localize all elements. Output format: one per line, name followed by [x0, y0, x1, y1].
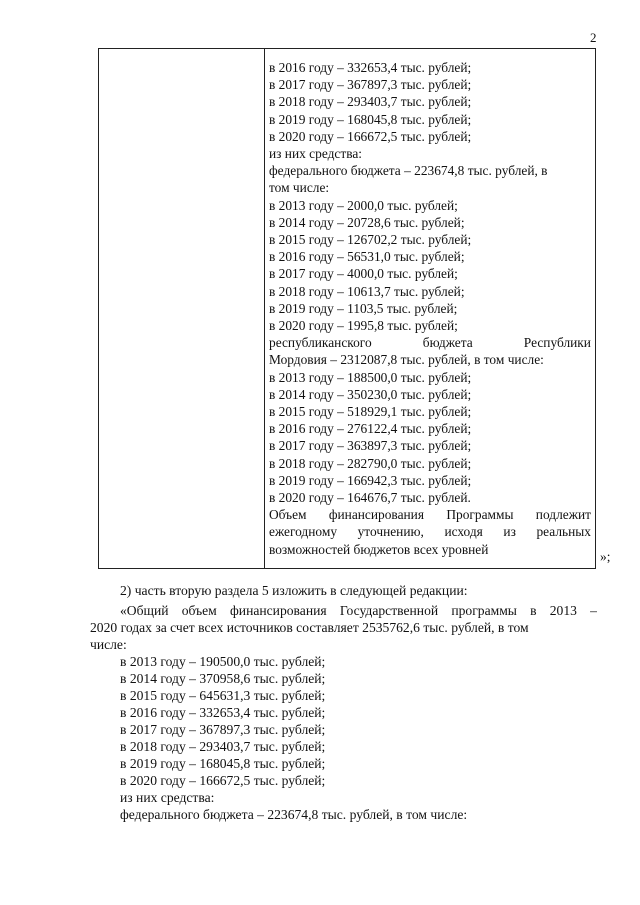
- quote-line-1: [90, 602, 597, 619]
- table-line: в 2014 году – 20728,6 тыс. рублей;: [269, 214, 465, 230]
- word: исходя: [444, 524, 483, 540]
- page-number: 2: [590, 30, 597, 45]
- year-line: в 2013 году – 190500,0 тыс. рублей;: [120, 654, 326, 669]
- year-line: в 2017 году – 367897,3 тыс. рублей;: [120, 722, 326, 737]
- word: –: [590, 603, 597, 618]
- word: 2013: [549, 603, 577, 618]
- quote-line-2: 2020 годах за счет всех источников составляет 2535762,6 тыс. рублей, в том: [90, 620, 529, 635]
- table-line: из них средства:: [269, 146, 363, 162]
- year-line: в 2016 году – 332653,4 тыс. рублей;: [120, 705, 326, 720]
- table-line: в 2016 году – 276122,4 тыс. рублей;: [269, 421, 472, 437]
- table-line: в 2017 году – 363897,3 тыс. рублей;: [269, 438, 472, 454]
- year-line: в 2020 году – 166672,5 тыс. рублей;: [120, 773, 326, 788]
- year-line: в 2019 году – 168045,8 тыс. рублей;: [120, 756, 326, 771]
- word: Государственной: [339, 603, 439, 618]
- year-line: в 2018 году – 293403,7 тыс. рублей;: [120, 739, 326, 754]
- funding-table: [98, 48, 596, 569]
- table-line: в 2013 году – 188500,0 тыс. рублей;: [269, 369, 472, 385]
- word: Объем: [269, 507, 307, 523]
- table-right-cell: [269, 59, 591, 558]
- federal-budget-line: федерального бюджета – 223674,8 тыс. рублей, в том числе:: [120, 807, 468, 822]
- table-line: в 2019 году – 166942,3 тыс. рублей;: [269, 472, 472, 488]
- table-line: в 2018 году – 282790,0 тыс. рублей;: [269, 455, 472, 471]
- word: подлежит: [535, 507, 591, 523]
- year-line: в 2014 году – 370958,6 тыс. рублей;: [120, 671, 326, 686]
- table-line: в 2014 году – 350230,0 тыс. рублей;: [269, 386, 472, 402]
- word: «Общий: [120, 603, 169, 618]
- word: уточнению,: [357, 524, 424, 540]
- table-line: в 2017 году – 367897,3 тыс. рублей;: [269, 77, 472, 93]
- word: бюджета: [422, 335, 473, 351]
- republic-budget-line: [269, 334, 591, 351]
- word: объем: [181, 603, 217, 618]
- word: республиканского: [269, 335, 372, 351]
- word: Программы: [446, 507, 514, 523]
- table-line: в 2020 году – 1995,8 тыс. рублей;: [269, 318, 458, 334]
- quote-paragraph: [90, 602, 597, 653]
- table-column-divider: [264, 49, 265, 568]
- word: финансирования: [328, 507, 425, 523]
- table-line: том числе:: [269, 180, 330, 196]
- word: в: [530, 603, 537, 618]
- table-line: Мордовия – 2312087,8 тыс. рублей, в том числе:: [269, 352, 544, 368]
- table-line: в 2015 году – 126702,2 тыс. рублей;: [269, 232, 472, 248]
- from-them-line: из них средства:: [120, 790, 215, 805]
- table-line: в 2019 году – 168045,8 тыс. рублей;: [269, 111, 472, 127]
- table-line: федерального бюджета – 223674,8 тыс. рублей, в: [269, 163, 548, 179]
- item-2-paragraph: 2) часть вторую раздела 5 изложить в следующей редакции:: [120, 583, 468, 598]
- table-line: в 2013 году – 2000,0 тыс. рублей;: [269, 197, 458, 213]
- table-line: в 2020 году – 164676,7 тыс. рублей.: [269, 490, 471, 506]
- word: из: [503, 524, 516, 540]
- word: Республики: [523, 335, 591, 351]
- word: программы: [451, 603, 517, 618]
- table-line: в 2016 году – 56531,0 тыс. рублей;: [269, 249, 465, 265]
- body-text: [90, 582, 597, 823]
- table-line: в 2016 году – 332653,4 тыс. рублей;: [269, 60, 472, 75]
- funding-note-line-3: возможностей бюджетов всех уровней: [269, 541, 489, 557]
- year-line: в 2015 году – 645631,3 тыс. рублей;: [120, 688, 326, 703]
- word: реальных: [536, 524, 591, 540]
- word: ежегодному: [269, 524, 338, 540]
- funding-note-line-1: [269, 506, 591, 523]
- table-line: в 2018 году – 293403,7 тыс. рублей;: [269, 94, 472, 110]
- table-line: в 2015 году – 518929,1 тыс. рублей;: [269, 404, 472, 420]
- table-line: в 2018 году – 10613,7 тыс. рублей;: [269, 283, 465, 299]
- quote-line-3: числе:: [90, 637, 127, 652]
- closing-quote: »;: [600, 549, 611, 564]
- word: финансирования: [229, 603, 327, 618]
- table-line: в 2020 году – 166672,5 тыс. рублей;: [269, 128, 472, 144]
- table-line: в 2017 году – 4000,0 тыс. рублей;: [269, 266, 458, 282]
- funding-note-line-2: [269, 523, 591, 540]
- table-line: в 2019 году – 1103,5 тыс. рублей;: [269, 300, 458, 316]
